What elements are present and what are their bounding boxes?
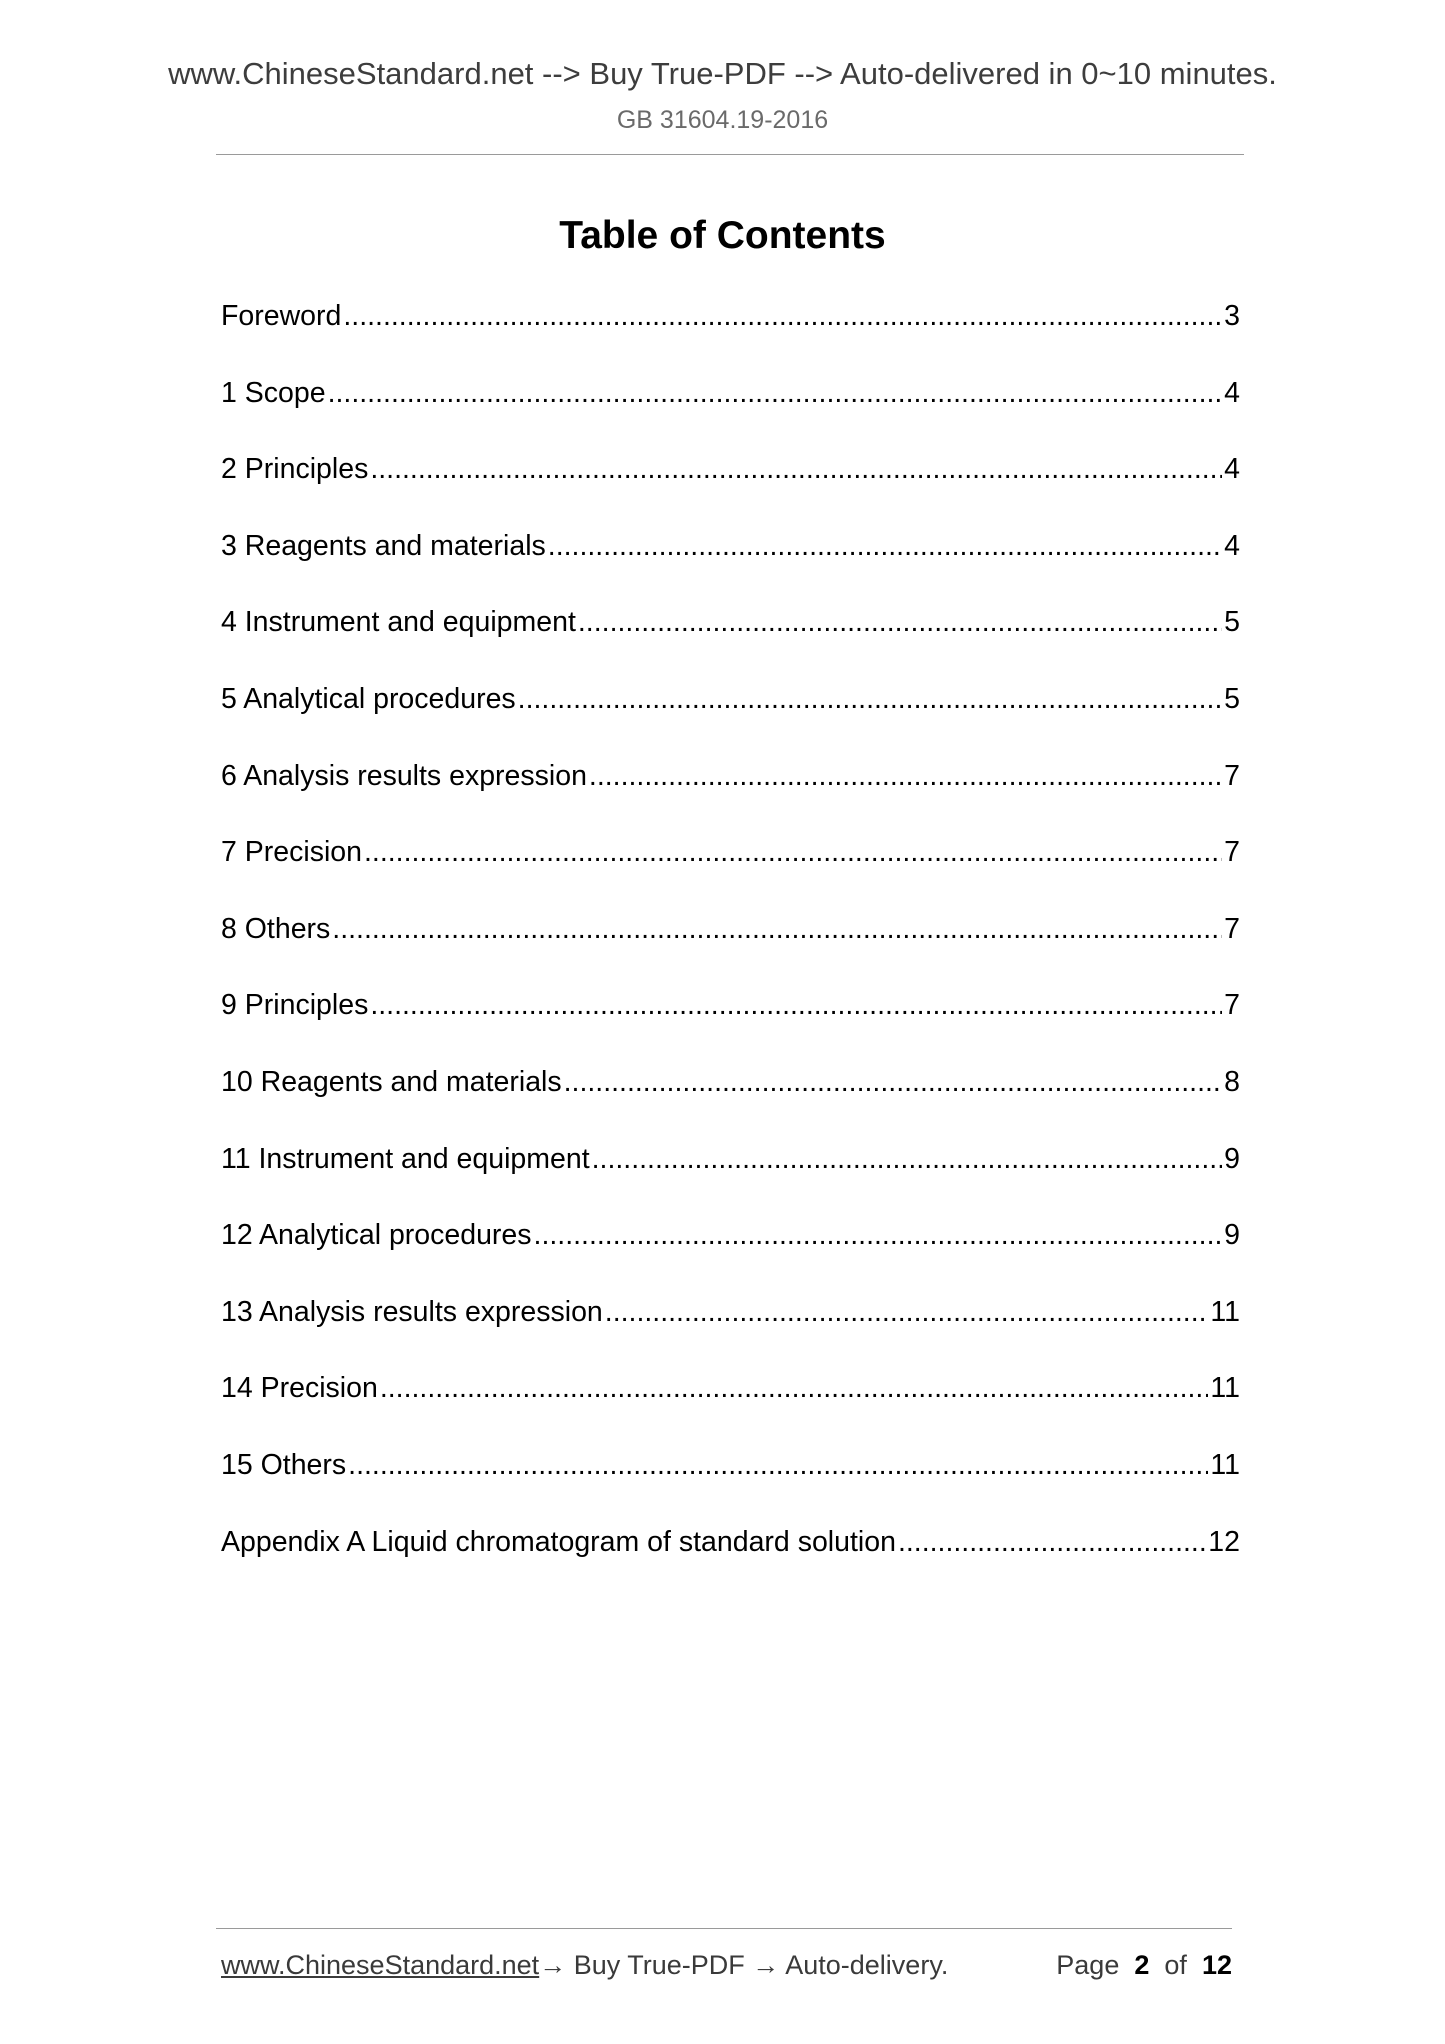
footer-site-link[interactable]: www.ChineseStandard.net bbox=[221, 1950, 540, 1980]
toc-entry-label: 12 Analytical procedures bbox=[221, 1219, 532, 1252]
toc-dot-leader bbox=[605, 1292, 1209, 1332]
toc-entry-page: 7 bbox=[1224, 989, 1240, 1022]
footer-divider bbox=[216, 1928, 1232, 1929]
toc-entry-page: 4 bbox=[1224, 529, 1240, 562]
toc-entry-page: 7 bbox=[1224, 836, 1240, 869]
toc-entry-label: 15 Others bbox=[221, 1448, 347, 1481]
toc-entry[interactable] bbox=[221, 1522, 1240, 1599]
toc-entry[interactable] bbox=[221, 909, 1240, 986]
toc-entry-page: 7 bbox=[1224, 759, 1240, 792]
toc-entry[interactable] bbox=[221, 832, 1240, 909]
toc-dot-leader bbox=[332, 909, 1222, 949]
toc-entry-label: 10 Reagents and materials bbox=[221, 1065, 562, 1098]
header-divider bbox=[216, 154, 1244, 155]
toc-dot-leader bbox=[328, 373, 1223, 413]
toc-dot-leader bbox=[534, 1215, 1223, 1255]
toc-entry-label: 5 Analytical procedures bbox=[221, 682, 516, 715]
page-number bbox=[1056, 1950, 1232, 1981]
toc-dot-leader bbox=[370, 449, 1222, 489]
toc-entry-page: 11 bbox=[1210, 1295, 1240, 1328]
toc-entry[interactable] bbox=[221, 296, 1240, 373]
toc-dot-leader bbox=[343, 296, 1222, 336]
toc-entry[interactable] bbox=[221, 1445, 1240, 1522]
toc-entry[interactable] bbox=[221, 679, 1240, 756]
toc-entry-label: 7 Precision bbox=[221, 836, 362, 869]
toc-entry-label: 13 Analysis results expression bbox=[221, 1295, 603, 1328]
arrow-right-icon: → bbox=[752, 1950, 780, 1980]
toc-entry-page: 5 bbox=[1224, 606, 1240, 639]
toc-entry[interactable] bbox=[221, 1139, 1240, 1216]
toc-entry-page: 8 bbox=[1224, 1065, 1240, 1098]
toc-entry-label: 14 Precision bbox=[221, 1372, 378, 1405]
toc-entry-label: 2 Principles bbox=[221, 453, 369, 486]
toc-entry[interactable] bbox=[221, 985, 1240, 1062]
toc-entry[interactable] bbox=[221, 1215, 1240, 1292]
header-promo-text: www.ChineseStandard.net --> Buy True-PDF --> Auto-delivered in 0~10 minutes. bbox=[168, 56, 1277, 91]
table-of-contents bbox=[221, 296, 1240, 1598]
toc-entry[interactable] bbox=[221, 756, 1240, 833]
toc-dot-leader bbox=[370, 985, 1222, 1025]
toc-entry-page: 11 bbox=[1210, 1448, 1240, 1481]
page-of: of bbox=[1164, 1950, 1187, 1980]
footer-delivery-text: Auto-delivery. bbox=[779, 1950, 949, 1980]
toc-entry-label: Foreword bbox=[221, 300, 342, 332]
toc-dot-leader bbox=[578, 602, 1222, 642]
footer-promo bbox=[221, 1950, 948, 1981]
page-footer bbox=[221, 1950, 1232, 1990]
toc-entry-page: 4 bbox=[1224, 376, 1240, 409]
toc-entry[interactable] bbox=[221, 1062, 1240, 1139]
header-standard-number: GB 31604.19-2016 bbox=[616, 106, 829, 134]
toc-entry-page: 3 bbox=[1224, 300, 1240, 332]
toc-entry-page: 11 bbox=[1210, 1372, 1240, 1405]
toc-dot-leader bbox=[548, 526, 1222, 566]
page-title: Table of Contents bbox=[559, 214, 886, 257]
toc-entry-page: 9 bbox=[1224, 1219, 1240, 1252]
toc-entry-label: 6 Analysis results expression bbox=[221, 759, 587, 792]
toc-entry-label: 8 Others bbox=[221, 912, 331, 945]
toc-dot-leader bbox=[592, 1139, 1223, 1179]
toc-dot-leader bbox=[380, 1368, 1209, 1408]
toc-entry-label: Appendix A Liquid chromatogram of standard solution bbox=[221, 1525, 896, 1558]
page-label: Page bbox=[1056, 1950, 1120, 1980]
toc-entry-label: 3 Reagents and materials bbox=[221, 529, 546, 562]
toc-entry[interactable] bbox=[221, 1292, 1240, 1369]
toc-entry-page: 9 bbox=[1224, 1142, 1240, 1175]
toc-dot-leader bbox=[364, 832, 1222, 872]
toc-entry[interactable] bbox=[221, 526, 1240, 603]
toc-dot-leader bbox=[589, 756, 1222, 796]
toc-entry-page: 7 bbox=[1224, 912, 1240, 945]
arrow-right-icon: → bbox=[539, 1950, 567, 1980]
toc-entry-label: 4 Instrument and equipment bbox=[221, 606, 576, 639]
toc-dot-leader bbox=[898, 1522, 1206, 1562]
toc-entry-label: 9 Principles bbox=[221, 989, 369, 1022]
toc-entry-page: 5 bbox=[1224, 682, 1240, 715]
toc-entry-page: 12 bbox=[1208, 1525, 1240, 1558]
toc-entry[interactable] bbox=[221, 1368, 1240, 1445]
toc-entry[interactable] bbox=[221, 602, 1240, 679]
toc-entry-page: 4 bbox=[1224, 453, 1240, 486]
toc-dot-leader bbox=[518, 679, 1222, 719]
page-current: 2 bbox=[1134, 1950, 1150, 1980]
toc-entry[interactable] bbox=[221, 373, 1240, 450]
toc-entry-label: 1 Scope bbox=[221, 376, 326, 409]
toc-entry-label: 11 Instrument and equipment bbox=[221, 1142, 590, 1175]
toc-dot-leader bbox=[348, 1445, 1208, 1485]
toc-entry[interactable] bbox=[221, 449, 1240, 526]
toc-dot-leader bbox=[564, 1062, 1223, 1102]
footer-buy-text: Buy True-PDF bbox=[566, 1950, 753, 1980]
page-total: 12 bbox=[1201, 1950, 1232, 1980]
